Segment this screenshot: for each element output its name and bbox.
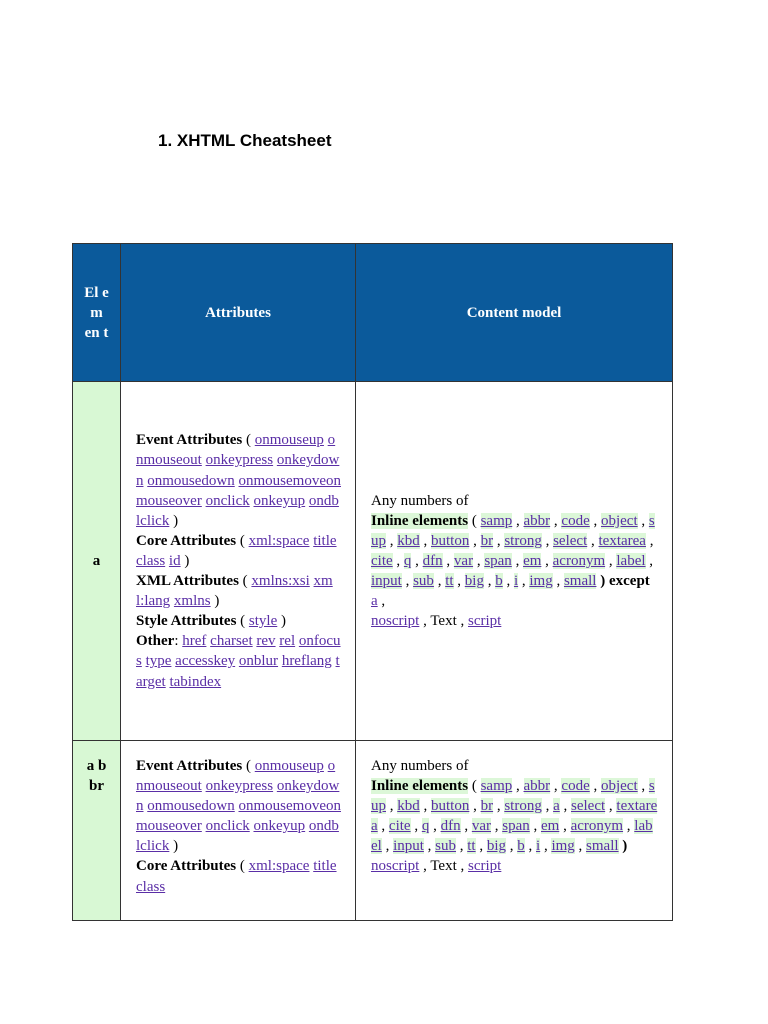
element-link[interactable]: button xyxy=(431,798,470,815)
content-intro: Any numbers of xyxy=(371,492,469,509)
element-link[interactable]: button xyxy=(431,532,470,549)
attribute-group-label: Event Attributes xyxy=(136,432,243,449)
attribute-link[interactable]: title xyxy=(313,858,337,875)
attribute-group-label: Style Attributes xyxy=(136,613,237,630)
element-link[interactable]: select xyxy=(571,798,606,815)
attribute-link[interactable]: xml:space xyxy=(248,858,310,875)
element-link-wrap xyxy=(454,553,473,569)
attribute-group xyxy=(136,611,341,631)
attribute-link[interactable]: xmlns xyxy=(173,593,211,610)
element-link[interactable]: small xyxy=(586,838,619,855)
element-link-wrap xyxy=(431,533,469,549)
element-link[interactable]: i xyxy=(513,573,519,590)
element-link[interactable]: tt xyxy=(467,838,476,855)
attribute-link[interactable]: onkeyup xyxy=(253,818,306,835)
tail-link[interactable]: script xyxy=(468,858,502,875)
except-label: except xyxy=(605,573,650,590)
element-link[interactable]: sup xyxy=(371,512,655,549)
element-link-wrap xyxy=(502,818,530,834)
element-link-wrap xyxy=(616,553,645,569)
content-model-cell xyxy=(356,741,673,921)
element-link-wrap xyxy=(504,533,542,549)
punctuation: ) xyxy=(596,573,606,590)
element-link[interactable]: samp xyxy=(480,512,513,529)
attribute-link[interactable]: title xyxy=(313,532,337,549)
punctuation: ( xyxy=(242,758,255,774)
tail-link[interactable]: noscript xyxy=(371,613,420,630)
punctuation: ) xyxy=(169,838,179,855)
element-link-wrap xyxy=(601,778,638,794)
element-link[interactable]: textarea xyxy=(371,798,658,835)
attribute-link[interactable]: target xyxy=(136,653,340,690)
punctuation: ( xyxy=(236,858,249,875)
element-cell xyxy=(73,382,121,741)
element-link[interactable]: i xyxy=(536,838,541,855)
element-link[interactable]: var xyxy=(471,818,491,835)
element-link-wrap xyxy=(397,533,420,549)
attribute-link[interactable]: type xyxy=(145,653,172,670)
element-link[interactable]: object xyxy=(600,512,638,529)
attribute-link[interactable]: onmousemoveonmouseover xyxy=(136,798,341,835)
element-link-wrap xyxy=(431,798,469,814)
element-link-wrap xyxy=(472,818,491,834)
element-link-wrap xyxy=(495,573,503,589)
attribute-link[interactable]: class xyxy=(136,552,166,569)
attribute-link[interactable]: rev xyxy=(256,633,276,650)
element-link[interactable]: br xyxy=(480,798,494,815)
attribute-link[interactable]: ondblclick xyxy=(136,492,339,529)
attribute-group-label: Event Attributes xyxy=(136,758,243,774)
element-link-wrap xyxy=(586,838,619,854)
element-link-wrap xyxy=(413,573,434,589)
element-link[interactable]: img xyxy=(529,573,553,590)
attribute-link[interactable]: hreflang xyxy=(281,653,332,670)
punctuation: ( xyxy=(236,532,249,549)
content-label: Inline elements xyxy=(371,778,469,795)
element-link-wrap xyxy=(571,818,623,834)
attribute-link[interactable]: onmousedown xyxy=(147,798,235,815)
punctuation: ( xyxy=(236,613,249,630)
text-node: Text xyxy=(430,858,457,875)
element-link[interactable]: textarea xyxy=(598,532,646,549)
element-link[interactable]: acronym xyxy=(552,552,606,569)
attribute-link[interactable]: onkeydown xyxy=(136,778,340,815)
element-link-wrap xyxy=(371,573,402,589)
attribute-link[interactable]: onmouseup xyxy=(254,432,324,449)
element-link-wrap xyxy=(445,573,453,589)
element-cell xyxy=(73,741,121,921)
element-link-wrap xyxy=(481,513,513,529)
element-link-wrap xyxy=(389,818,411,834)
attribute-link[interactable]: onblur xyxy=(238,653,279,670)
element-link[interactable]: big xyxy=(486,838,507,855)
element-link[interactable]: br xyxy=(480,532,494,549)
element-link-wrap xyxy=(561,513,589,529)
element-link[interactable]: b xyxy=(495,573,503,590)
punctuation: ) xyxy=(169,512,179,529)
element-link[interactable]: var xyxy=(453,552,474,569)
element-link-wrap xyxy=(601,513,638,529)
element-link-wrap xyxy=(517,838,525,854)
element-link[interactable]: strong xyxy=(504,532,542,549)
attribute-link[interactable]: onmouseup xyxy=(254,758,324,774)
attribute-link[interactable]: href xyxy=(182,633,207,650)
page-title: 1. XHTML Cheatsheet xyxy=(158,131,332,150)
element-link-wrap xyxy=(524,778,551,794)
punctuation: ) xyxy=(210,593,220,610)
attribute-link[interactable]: onkeyup xyxy=(253,492,306,509)
element-link[interactable]: tt xyxy=(445,573,454,590)
attribute-link[interactable]: onmouseout xyxy=(136,758,336,795)
element-link[interactable]: big xyxy=(464,573,484,590)
element-link-wrap xyxy=(481,533,494,549)
element-link-wrap xyxy=(404,553,412,569)
element-link-wrap xyxy=(484,553,512,569)
element-link[interactable]: cite xyxy=(371,552,393,569)
attribute-group xyxy=(136,571,341,611)
element-link[interactable]: acronym xyxy=(570,818,624,835)
element-link-wrap xyxy=(397,798,420,814)
element-link-wrap xyxy=(435,838,456,854)
attribute-link[interactable]: onmousemoveonmouseover xyxy=(136,472,341,509)
element-link[interactable]: input xyxy=(371,573,402,590)
element-link[interactable]: label xyxy=(616,552,646,569)
element-link[interactable]: abbr xyxy=(523,512,551,529)
element-link[interactable]: code xyxy=(561,512,590,529)
punctuation: ) xyxy=(618,838,628,855)
element-link[interactable]: dfn xyxy=(440,818,461,835)
punctuation: ( xyxy=(238,573,252,590)
element-link-wrap xyxy=(524,513,551,529)
attribute-link[interactable]: charset xyxy=(210,633,253,650)
attribute-link[interactable]: ondblclick xyxy=(136,818,339,855)
punctuation: ) xyxy=(277,613,287,630)
element-link[interactable]: dfn xyxy=(422,552,443,569)
element-link-wrap xyxy=(481,798,494,814)
attribute-group-label: Core Attributes xyxy=(136,858,237,875)
attribute-group-label: XML Attributes xyxy=(136,573,239,590)
element-link[interactable]: object xyxy=(600,778,638,795)
header-element: El e m en t xyxy=(73,244,121,382)
attribute-link[interactable]: tabindex xyxy=(169,673,222,690)
element-link-wrap xyxy=(564,573,597,589)
attribute-link[interactable]: style xyxy=(248,613,278,630)
element-link-wrap xyxy=(441,818,461,834)
text-node: Text xyxy=(430,613,457,630)
element-link[interactable]: q xyxy=(421,818,430,835)
element-link-wrap xyxy=(541,818,559,834)
element-link[interactable]: em xyxy=(523,552,542,569)
element-link-wrap xyxy=(553,533,587,549)
element-link[interactable]: samp xyxy=(480,778,513,795)
element-link-wrap xyxy=(487,838,506,854)
tail-link[interactable]: noscript xyxy=(371,858,420,875)
attribute-link[interactable]: onmouseout xyxy=(136,432,336,469)
element-link[interactable]: input xyxy=(393,838,424,855)
element-link[interactable]: small xyxy=(563,573,597,590)
element-link-wrap xyxy=(571,798,605,814)
attribute-link[interactable]: onkeypress xyxy=(205,452,274,469)
element-name: a xyxy=(92,553,101,569)
attribute-link[interactable]: onclick xyxy=(205,492,250,509)
attribute-group-label: Core Attributes xyxy=(136,532,237,549)
attribute-group xyxy=(136,756,341,856)
element-name: a b br xyxy=(86,758,107,794)
element-link[interactable]: span xyxy=(484,552,512,569)
attribute-link[interactable]: onkeydown xyxy=(136,452,340,489)
table-row xyxy=(73,382,673,741)
attributes-cell xyxy=(121,741,356,921)
element-link-wrap xyxy=(553,798,560,814)
element-link-wrap xyxy=(504,798,542,814)
element-link-wrap xyxy=(536,838,540,854)
attribute-link[interactable]: onfocus xyxy=(136,633,341,670)
attribute-link[interactable]: accesskey xyxy=(175,653,236,670)
attribute-group xyxy=(136,856,341,896)
element-link[interactable]: a xyxy=(553,798,560,815)
punctuation: ) xyxy=(180,552,190,569)
element-link[interactable]: q xyxy=(403,552,412,569)
tail-link[interactable]: script xyxy=(468,613,502,630)
attribute-link[interactable]: onmousedown xyxy=(147,472,235,489)
attribute-group xyxy=(136,631,341,691)
element-link-wrap xyxy=(529,573,552,589)
attribute-link[interactable]: xml:space xyxy=(248,532,310,549)
element-link-wrap xyxy=(481,778,513,794)
attribute-group xyxy=(136,430,341,530)
content-label: Inline elements xyxy=(371,512,469,529)
element-link[interactable]: select xyxy=(553,532,588,549)
element-link-wrap xyxy=(422,818,430,834)
element-link-wrap xyxy=(561,778,589,794)
punctuation: ( xyxy=(242,432,255,449)
element-link-wrap xyxy=(423,553,443,569)
attribute-link[interactable]: onkeypress xyxy=(205,778,274,795)
element-link[interactable]: kbd xyxy=(397,798,420,815)
element-link[interactable]: code xyxy=(561,778,590,795)
header-content-model: Content model xyxy=(356,244,673,382)
table-row xyxy=(73,741,673,921)
element-link-wrap xyxy=(551,838,574,854)
attribute-group-label: Other xyxy=(136,633,175,650)
content-model-cell: Any numbers of Inline elements ( samp , abbr , code , object , sup , kbd , button , br , strong , select , textarea , cite , q , dfn , var , span , em , acronym , label , input , sub , tt , big , b , i , img , small ) except a , noscript , Text , script xyxy=(356,382,673,741)
element-link[interactable]: b xyxy=(517,838,525,855)
cell-clip: Any numbers of Inline elements ( samp , abbr , code , object , sup , kbd , button , br , strong , a , select , textarea , cite , q , dfn , var , span , em , acronym , label , input , sub , tt , big , b , i , img , small ) noscript , Text , script xyxy=(371,758,658,875)
element-link-wrap xyxy=(465,573,484,589)
attribute-link[interactable]: onclick xyxy=(205,818,250,835)
content-intro: Any numbers of xyxy=(371,758,469,774)
element-link[interactable]: img xyxy=(551,838,575,855)
element-link[interactable]: strong xyxy=(504,798,542,815)
punctuation: ( xyxy=(468,778,481,795)
element-link-wrap xyxy=(371,553,393,569)
element-link-wrap xyxy=(467,838,475,854)
element-link[interactable]: sup xyxy=(371,778,655,815)
attribute-link[interactable]: rel xyxy=(279,633,296,650)
element-link-wrap xyxy=(514,573,518,589)
attribute-link[interactable]: class xyxy=(136,878,166,895)
cheatsheet-table xyxy=(72,243,673,921)
element-link-wrap xyxy=(599,533,646,549)
element-link[interactable]: cite xyxy=(388,818,411,835)
punctuation: ( xyxy=(468,512,481,529)
element-link[interactable]: label xyxy=(371,818,653,855)
attributes-cell xyxy=(121,382,356,741)
element-link-wrap xyxy=(553,553,605,569)
element-link[interactable]: em xyxy=(540,818,560,835)
attribute-group xyxy=(136,531,341,571)
table-header-row xyxy=(73,244,673,382)
element-link-wrap xyxy=(523,553,541,569)
element-link[interactable]: span xyxy=(502,818,530,835)
element-link[interactable]: sub xyxy=(413,573,434,590)
attribute-link[interactable]: xml:lang xyxy=(136,573,333,610)
attribute-link[interactable]: xmlns:xsi xyxy=(251,573,310,590)
punctuation: : xyxy=(174,633,183,650)
header-attributes: Attributes xyxy=(121,244,356,382)
element-link-wrap xyxy=(393,838,424,854)
cell-clip xyxy=(136,756,341,897)
element-link[interactable]: sub xyxy=(435,838,457,855)
except-link[interactable]: a xyxy=(371,593,378,610)
element-link[interactable]: abbr xyxy=(523,778,551,795)
element-link[interactable]: kbd xyxy=(397,532,420,549)
attribute-link[interactable]: id xyxy=(168,552,181,569)
